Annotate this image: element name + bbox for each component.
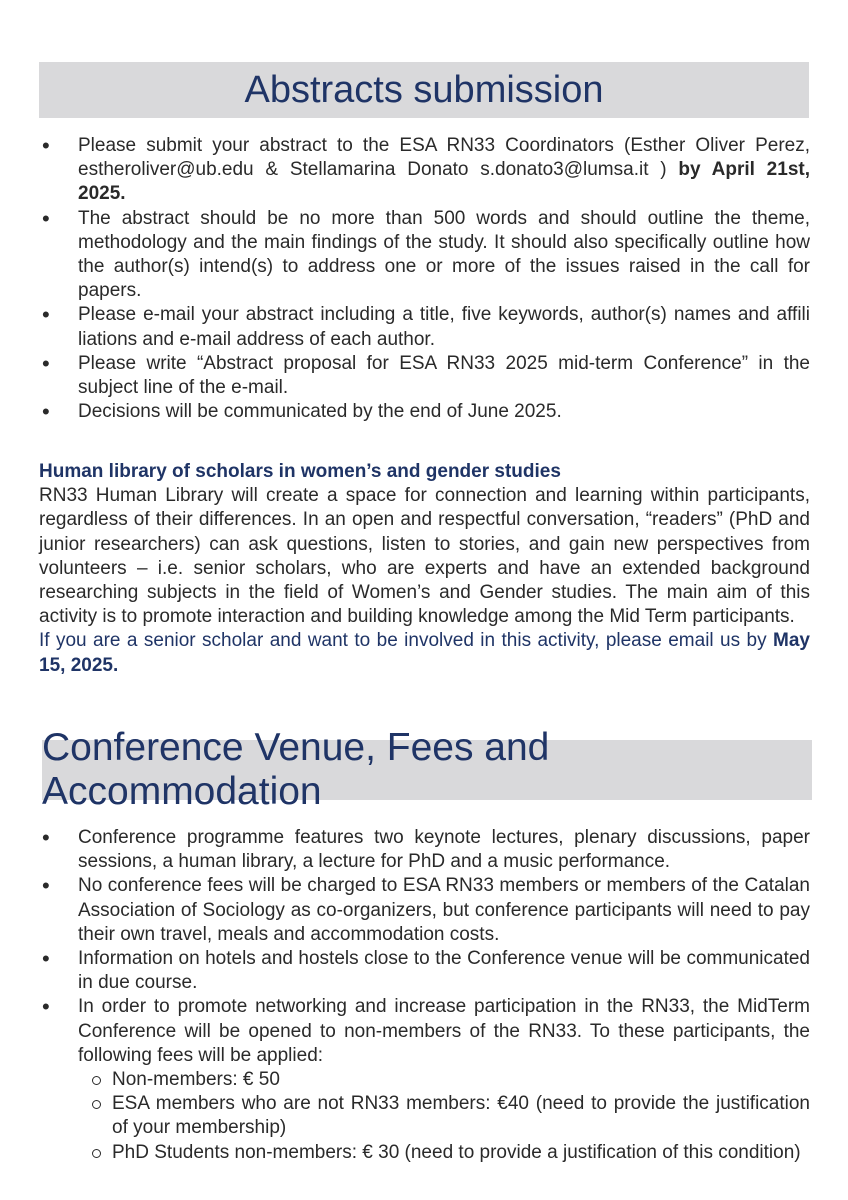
- list-item: [42, 826, 810, 874]
- list-item-text: Decisions will be communicated by the end of June 2025.: [78, 401, 562, 423]
- list-item-text: No conference fees will be charged to ESA RN33 members or members of the Catalan Association of Sociology as co-organizers, but conference participants will need to pay their own travel, meals and accommodation costs.: [78, 875, 810, 945]
- list-item: [42, 874, 810, 947]
- invite-date: May 15, 2025.: [39, 630, 810, 676]
- fee-text: PhD Students non-members: € 30 (need to provide a justification of this condition): [112, 1141, 801, 1163]
- list-item-text: The abstract should be no more than 500 words and should outline the theme, methodology and the main findings of the study. It should also specifically outline how the author(s) intend(s) to address one or more of the issues raised in the call for papers.: [78, 207, 810, 302]
- list-item-text: Please e-mail your abstract including a title, five keywords, author(s) names and affili liations and e-mail address of each author.: [78, 304, 810, 350]
- human-library-invite: [39, 629, 810, 677]
- fee-item: [78, 1141, 810, 1165]
- venue-list: [42, 826, 810, 1165]
- list-item: [42, 134, 810, 207]
- abstracts-section-heading: Abstracts submission: [39, 62, 809, 118]
- list-item: [42, 352, 810, 400]
- list-item-text: In order to promote networking and increase participation in the RN33, the MidTerm Conference will be opened to non-members of the RN33. To these participants, the following fees will be applied:: [78, 996, 810, 1066]
- list-item: [42, 207, 810, 304]
- human-library-heading: Human library of scholars in women’s and gender studies: [39, 461, 561, 482]
- list-item-text: Information on hotels and hostels close to the Conference venue will be communicated in due course.: [78, 948, 810, 994]
- list-item-text: Conference programme features two keynote lectures, plenary discussions, paper sessions, a human library, a lecture for PhD and a music performance.: [78, 827, 810, 873]
- list-item-text: Please write “Abstract proposal for ESA RN33 2025 mid-term Conference” in the subject line of the e-mail.: [78, 352, 810, 399]
- fee-item: [78, 1092, 810, 1140]
- abstracts-list: [42, 134, 810, 424]
- human-library-body: RN33 Human Library will create a space for connection and learning within participants, regardless of their differences. In an open and respectful conversation, “readers” (PhD and junior researchers) can ask questions, listen to stories, and gain new perspectives from volunteers – i.e. senior scholars, who are experts and have an extended background researching subjects in the field of Women’s and Gender studies. The main aim of this activity is to promote interaction and building knowledge among the Mid Term participants.: [39, 485, 810, 628]
- deadline-text: by April 21st, 2025.: [78, 159, 810, 205]
- list-item: [42, 400, 810, 424]
- fee-text: ESA members who are not RN33 members: €40 (need to provide the justification of your membership): [112, 1093, 810, 1139]
- venue-section-heading: Conference Venue, Fees and Accommodation: [42, 740, 812, 800]
- fee-item: [78, 1068, 810, 1092]
- list-item: [42, 303, 810, 351]
- human-library-section: [39, 460, 810, 678]
- list-item: [42, 947, 810, 995]
- list-item-text: Please submit your abstract to the ESA RN33 Coordinators (Esther Oliver Perez, estheroliver@ub.edu & Stellamarina Donato s.donato3@lumsa.it ): [78, 135, 810, 181]
- fees-list: [78, 1068, 810, 1165]
- list-item: [42, 995, 810, 1164]
- invite-text: If you are a senior scholar and want to be involved in this activity, please email us by: [39, 630, 767, 652]
- fee-text: Non-members: € 50: [112, 1069, 280, 1091]
